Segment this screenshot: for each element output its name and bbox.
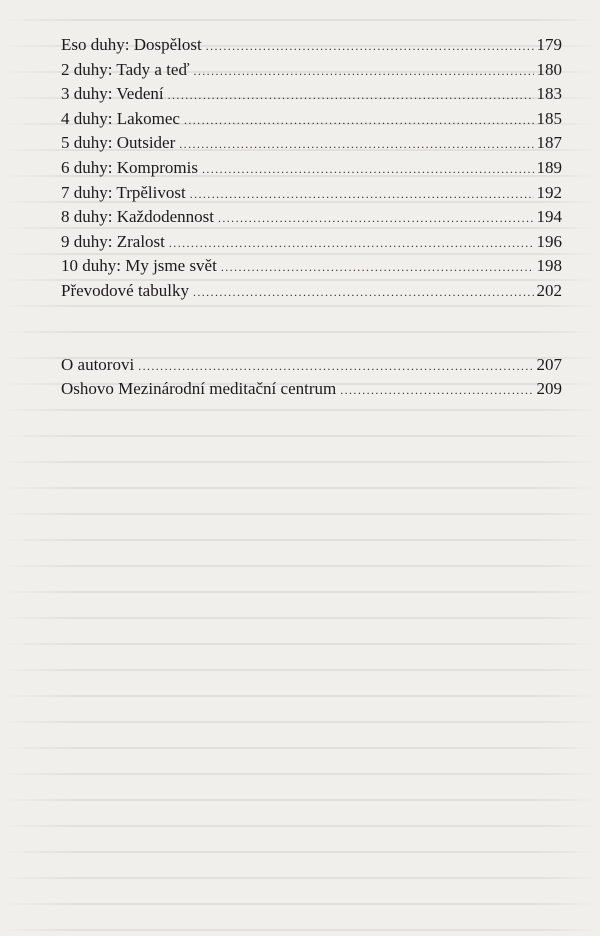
leader-dots — [184, 108, 534, 133]
toc-entry — [61, 58, 562, 83]
toc-entry-title: 10 duhy: My jsme svět — [61, 256, 217, 276]
toc-entry-title: 4 duhy: Lakomec — [61, 108, 180, 128]
toc-entry-title: Převodové tabulky — [61, 280, 189, 300]
leader-dots — [168, 83, 534, 108]
leader-dots — [169, 231, 534, 256]
toc-entry — [61, 254, 562, 279]
toc-entry-title: 3 duhy: Vedení — [61, 84, 164, 104]
toc-entry-title: Eso duhy: Dospělost — [61, 35, 202, 54]
leader-dots — [218, 206, 534, 231]
leader-dots — [193, 280, 534, 305]
leader-dots — [340, 378, 533, 403]
toc-entry-title: 8 duhy: Každodennost — [61, 207, 214, 227]
table-of-contents — [61, 33, 562, 402]
toc-entry-page: 209 — [536, 379, 562, 399]
toc-entry — [61, 107, 562, 132]
toc-entry-page: 187 — [536, 133, 562, 153]
toc-entry — [61, 377, 562, 402]
toc-entry-title: 9 duhy: Zralost — [61, 231, 165, 251]
toc-entry — [61, 353, 562, 378]
toc-entry-page: 207 — [536, 354, 562, 374]
toc-entry-page: 194 — [536, 207, 562, 227]
toc-entry — [61, 181, 562, 206]
toc-entry-title: 2 duhy: Tady a teď — [61, 59, 190, 79]
leader-dots — [138, 354, 533, 379]
toc-entry-page: 198 — [536, 256, 562, 276]
leader-dots — [221, 255, 534, 280]
toc-entry-page: 189 — [536, 157, 562, 177]
toc-entry — [61, 230, 562, 255]
leader-dots — [193, 59, 533, 84]
section-gap — [61, 304, 562, 353]
toc-entry-page: 183 — [536, 84, 562, 104]
toc-entry-page: 180 — [536, 59, 562, 79]
toc-entry-title: 6 duhy: Kompromis — [61, 157, 198, 177]
toc-entry-page: 179 — [536, 35, 562, 54]
toc-entry-title: 7 duhy: Trpělivost — [61, 182, 186, 202]
toc-entry — [61, 33, 562, 58]
toc-entry-page: 192 — [536, 182, 562, 202]
toc-entry-title: O autorovi — [61, 354, 135, 374]
leader-dots — [190, 182, 534, 207]
toc-entry — [61, 205, 562, 230]
leader-dots — [206, 34, 534, 59]
toc-entry — [61, 82, 562, 107]
toc-entry — [61, 279, 562, 304]
leader-dots — [179, 132, 533, 157]
toc-entry-title: Oshovo Mezinárodní meditační centrum — [61, 379, 337, 399]
toc-entry — [61, 156, 562, 181]
toc-entry-page: 196 — [536, 231, 562, 251]
toc-entry-title: 5 duhy: Outsider — [61, 133, 176, 153]
toc-entry-page: 202 — [536, 280, 562, 300]
toc-entry — [61, 131, 562, 156]
leader-dots — [202, 157, 534, 182]
toc-entry-page: 185 — [536, 108, 562, 128]
